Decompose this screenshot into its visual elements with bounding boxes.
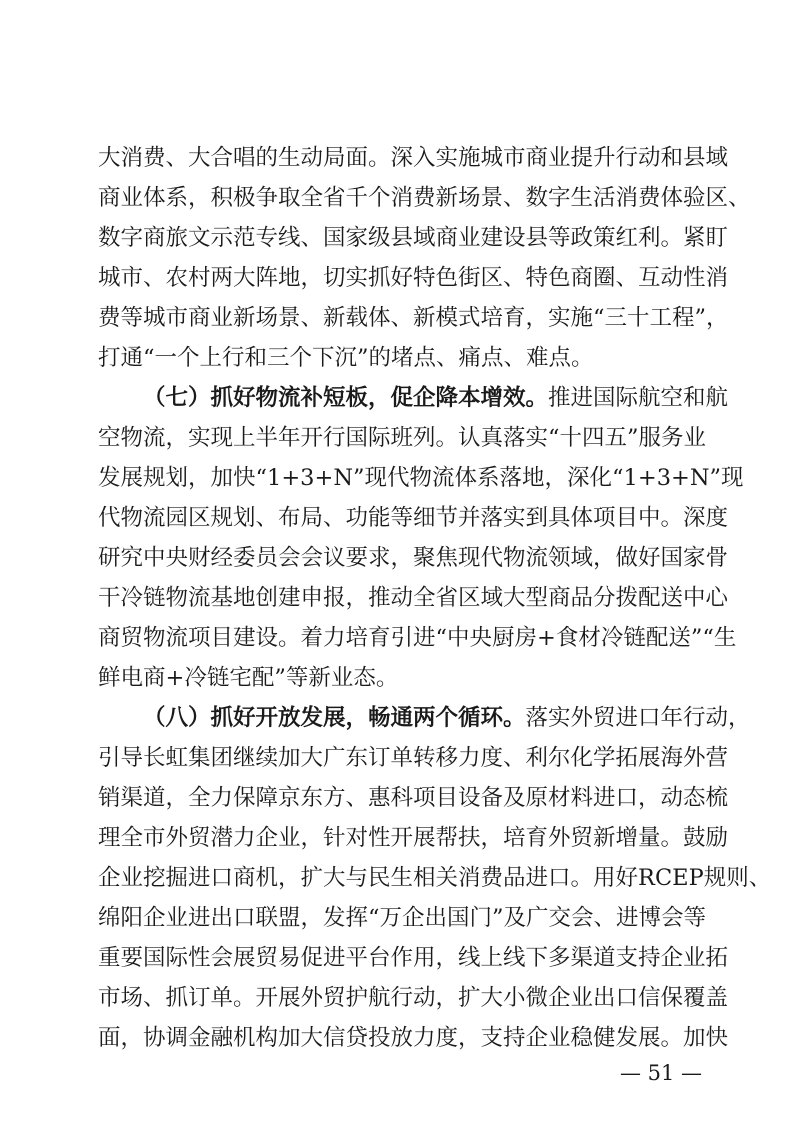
line-21-text: 重要国际性会展贸易促进平台作用，线上线下多渠道支持企业拓 [98, 945, 729, 971]
paragraph-line-17 [98, 778, 729, 818]
paragraph-line-8 [98, 418, 707, 458]
paragraph-line-11 [98, 538, 729, 578]
paragraph-line-18 [98, 818, 729, 858]
paragraph-line-2 [98, 178, 751, 218]
page-number: — 51 — [619, 1061, 703, 1085]
line-14-text: 鲜电商+冷链宅配”等新业态。 [98, 665, 399, 691]
paragraph-line-23 [98, 1018, 729, 1058]
paragraph-line-13 [98, 618, 737, 658]
paragraph-line-9 [98, 458, 744, 498]
line-23-text: 面，协调金融机构加大信贷投放力度，支持企业稳健发展。加快 [98, 1025, 729, 1051]
paragraph-line-22 [98, 978, 729, 1018]
line-16-text: 引导长虹集团继续加大广东订单转移力度、利尔化学拓展海外营 [98, 745, 729, 771]
line-17-text: 销渠道，全力保障京东方、惠科项目设备及原材料进口，动态梳 [98, 785, 729, 811]
section-8-first-line [143, 698, 751, 738]
line-22-text: 市场、抓订单。开展外贸护航行动，扩大小微企业出口信保覆盖 [98, 985, 729, 1011]
paragraph-line-12 [98, 578, 729, 618]
section-8-heading: （八）抓好开放发展，畅通两个循环。 [143, 705, 526, 731]
line-7-text: 推进国际航空和航 [548, 385, 729, 411]
line-11-text: 研究中央财经委员会会议要求，聚焦现代物流领域，做好国家骨 [98, 545, 729, 571]
paragraph-line-16 [98, 738, 729, 778]
section-7-heading: （七）抓好物流补短板，促企降本增效。 [143, 385, 549, 411]
paragraph-line-1 [98, 138, 729, 178]
line-20-text: 绵阳企业进出口联盟，发挥“万企出国门”及广交会、进博会等 [98, 905, 707, 931]
paragraph-line-19 [98, 858, 772, 898]
paragraph-line-20 [98, 898, 707, 938]
paragraph-line-6 [98, 338, 698, 378]
line-19-text: 企业挖掘进口商机，扩大与民生相关消费品进口。用好RCEP规则、 [98, 865, 772, 891]
line-8-text: 空物流，实现上半年开行国际班列。认真落实“十四五”服务业 [98, 425, 707, 451]
paragraph-line-10 [98, 498, 729, 538]
line-5-text: 费等城市商业新场景、新载体、新模式培育，实施“三十工程”， [98, 305, 729, 331]
line-13-text: 商贸物流项目建设。着力培育引进“中央厨房+食材冷链配送”“生 [98, 625, 737, 651]
line-15-text: 落实外贸进口年行动， [525, 705, 751, 731]
paragraph-line-21 [98, 938, 729, 978]
paragraph-line-14 [98, 658, 698, 698]
line-12-text: 干冷链物流基地创建申报，推动全省区域大型商品分拨配送中心 [98, 585, 729, 611]
line-10-text: 代物流园区规划、布局、功能等细节并落实到具体项目中。深度 [98, 505, 729, 531]
line-18-text: 理全市外贸潜力企业，针对性开展帮扶，培育外贸新增量。鼓励 [98, 825, 729, 851]
line-1-text: 大消费、大合唱的生动局面。深入实施城市商业提升行动和县域 [98, 145, 729, 171]
line-3-text: 数字商旅文示范专线、国家级县域商业建设县等政策红利。紧盯 [98, 225, 729, 251]
section-7-first-line [143, 378, 729, 418]
line-6-text: 打通“一个上行和三个下沉”的堵点、痛点、难点。 [98, 345, 594, 371]
paragraph-line-4 [98, 258, 729, 298]
line-2-text: 商业体系，积极争取全省千个消费新场景、数字生活消费体验区、 [98, 185, 751, 211]
line-4-text: 城市、农村两大阵地，切实抓好特色街区、特色商圈、互动性消 [98, 265, 729, 291]
paragraph-line-5 [98, 298, 729, 338]
line-9-text: 发展规划，加快“1+3+N”现代物流体系落地，深化“1+3+N”现 [98, 465, 744, 491]
paragraph-line-3 [98, 218, 729, 258]
